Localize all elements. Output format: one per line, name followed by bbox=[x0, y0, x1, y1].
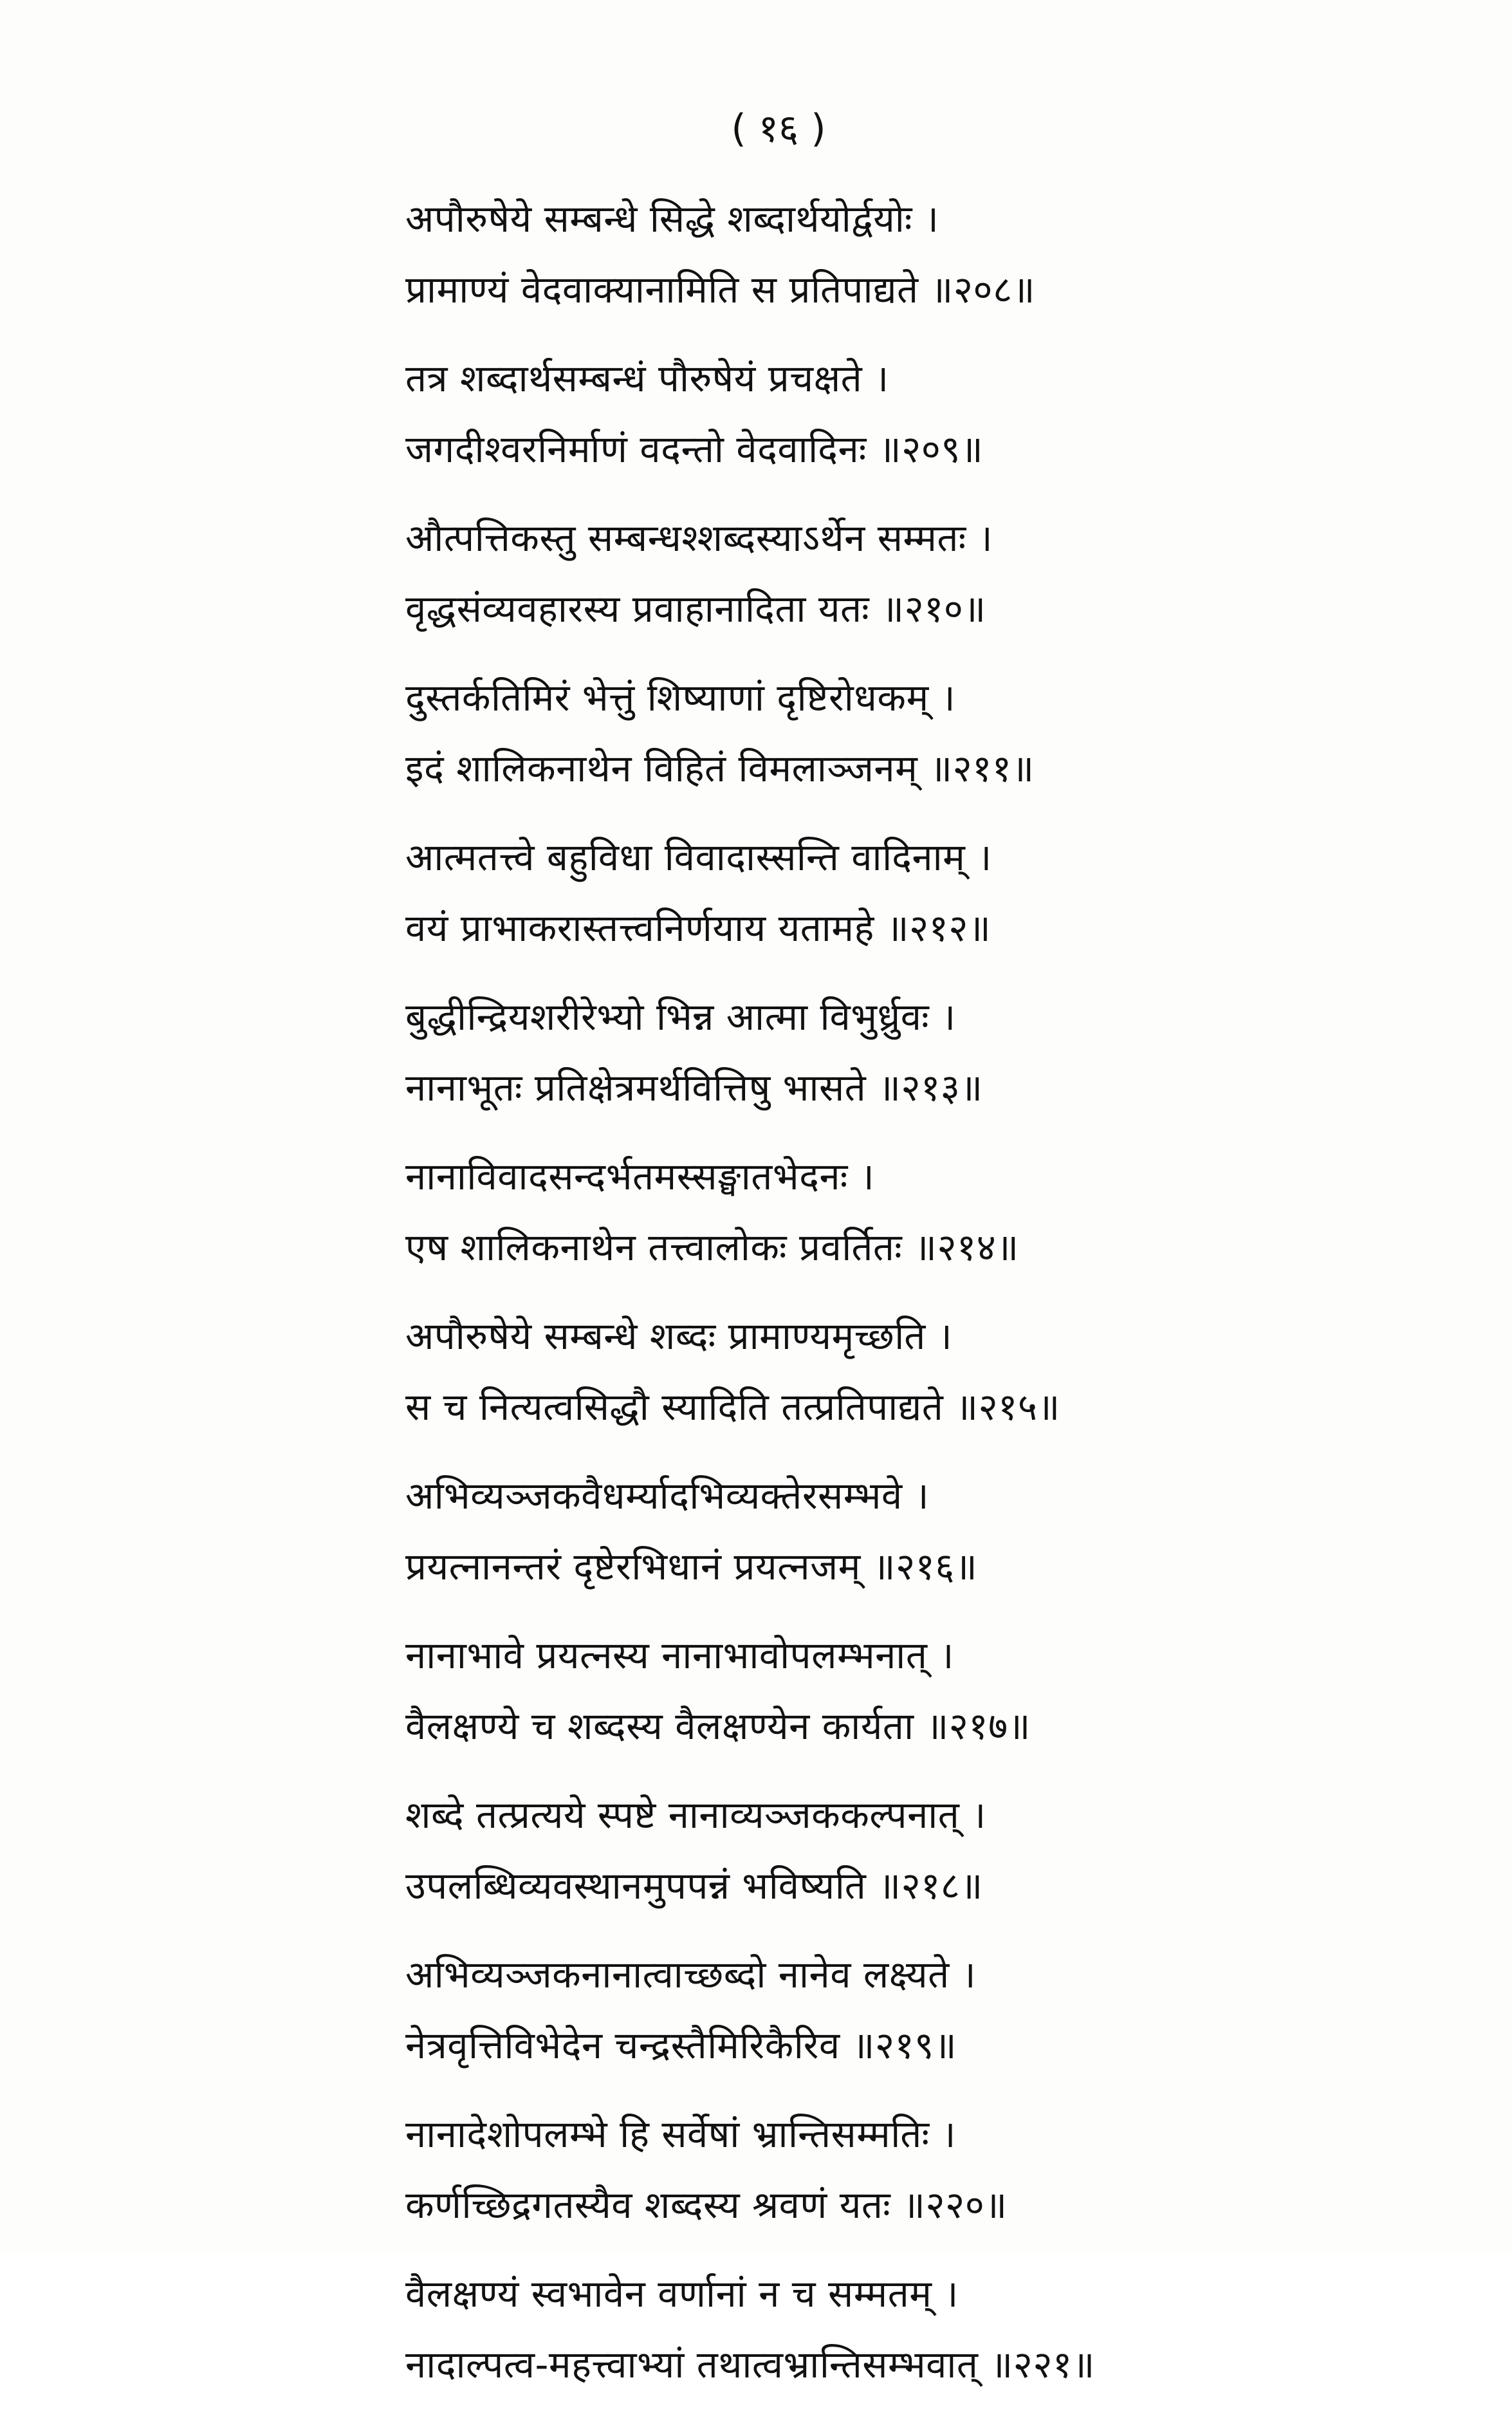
verse-line: आत्मतत्त्वे बहुविधा विवादास्सन्ति वादिनाम् । bbox=[405, 835, 992, 879]
verse-line: वैलक्षण्ये च शब्दस्य वैलक्षण्येन कार्यता ॥२१७॥ bbox=[405, 1704, 1031, 1748]
verse-line: नेत्रवृत्तिविभेदेन चन्द्रस्तैमिरिकैरिव ॥२१९॥ bbox=[405, 2023, 957, 2067]
verse-215 bbox=[405, 1301, 1306, 1442]
verse-line: दुस्तर्कतिमिरं भेत्तुं शिष्याणां दृष्टिरोधकम् । bbox=[405, 676, 956, 720]
verse-line: नानाभूतः प्रतिक्षेत्रमर्थवित्तिषु भासते ॥२१३॥ bbox=[405, 1066, 983, 1110]
verse-line: एष शालिकनाथेन तत्त्वालोकः प्रवर्तितः ॥२१४॥ bbox=[405, 1225, 1019, 1269]
verse-line: नानाविवादसन्दर्भतमस्सङ्घातभेदनः । bbox=[405, 1155, 875, 1198]
verse-212 bbox=[405, 822, 1306, 963]
verse-list bbox=[405, 183, 1306, 2418]
verse-216 bbox=[405, 1460, 1306, 1602]
verse-line: नानाभावे प्रयत्नस्य नानाभावोपलम्भनात् । bbox=[405, 1633, 954, 1677]
verse-line: अपौरुषेये सम्बन्धे सिद्धे शब्दार्थयोर्द्वयोः । bbox=[405, 197, 939, 241]
verse-211 bbox=[405, 662, 1306, 804]
verse-line: अभिव्यञ्जकवैधर्म्यादभिव्यक्तेरसम्भवे । bbox=[405, 1474, 930, 1518]
verse-line: वैलक्षण्यं स्वभावेन वर्णानां न च सम्मतम् । bbox=[405, 2272, 959, 2316]
verse-line: शब्दे तत्प्रत्यये स्पष्टे नानाव्यञ्जककल्पनात् । bbox=[405, 1793, 986, 1837]
verse-line: इदं शालिकनाथेन विहितं विमलाञ्जनम् ॥२११॥ bbox=[405, 747, 1035, 790]
verse-220 bbox=[405, 2099, 1306, 2240]
verse-210 bbox=[405, 503, 1306, 644]
verse-209 bbox=[405, 343, 1306, 485]
page-number: ( १६ ) bbox=[731, 106, 826, 151]
verse-line: अपौरुषेये सम्बन्धे शब्दः प्रामाण्यमृच्छति । bbox=[405, 1314, 953, 1358]
verse-line: अभिव्यञ्जकनानात्वाच्छब्दो नानेव लक्ष्यते । bbox=[405, 1953, 977, 1996]
verse-217 bbox=[405, 1620, 1306, 1762]
verse-line: जगदीश्वरनिर्माणं वदन्तो वेदवादिनः ॥२०९॥ bbox=[405, 427, 984, 471]
verse-line: प्रयत्नानन्तरं दृष्टेरभिधानं प्रयत्नजम् ॥२१६॥ bbox=[405, 1545, 978, 1588]
verse-line: नादाल्पत्व-महत्त्वाभ्यां तथात्वभ्रान्तिसम्भवात् ॥२२१॥ bbox=[405, 2343, 1095, 2386]
verse-line: कर्णच्छिद्रगतस्यैव शब्दस्य श्रवणं यतः ॥२२०॥ bbox=[405, 2183, 1008, 2227]
verse-line: वयं प्राभाकरास्तत्त्वनिर्णयाय यतामहे ॥२१२॥ bbox=[405, 906, 991, 950]
verse-218 bbox=[405, 1780, 1306, 1921]
verse-line: औत्पत्तिकस्तु सम्बन्धश्शब्दस्याऽर्थेन सम्मतः । bbox=[405, 516, 993, 560]
verse-219 bbox=[405, 1939, 1306, 2081]
verse-line: स च नित्यत्वसिद्धौ स्यादिति तत्प्रतिपाद्यते ॥२१५॥ bbox=[405, 1385, 1060, 1429]
verse-221 bbox=[405, 2258, 1306, 2400]
verse-line: प्रामाण्यं वेदवाक्यानामिति स प्रतिपाद्यते ॥२०८॥ bbox=[405, 268, 1035, 312]
verse-line: उपलब्धिव्यवस्थानमुपपन्नं भविष्यति ॥२१८॥ bbox=[405, 1864, 983, 1908]
verse-208 bbox=[405, 183, 1306, 325]
verse-line: नानादेशोपलम्भे हि सर्वेषां भ्रान्तिसम्मतिः । bbox=[405, 2112, 956, 2156]
verse-214 bbox=[405, 1141, 1306, 1283]
verse-line: बुद्धीन्द्रियशरीरेभ्यो भिन्न आत्मा विभुर्ध्रुवः । bbox=[405, 995, 956, 1039]
verse-line: वृद्धसंव्यवहारस्य प्रवाहानादिता यतः ॥२१०॥ bbox=[405, 587, 986, 631]
verse-213 bbox=[405, 981, 1306, 1123]
verse-line: तत्र शब्दार्थसम्बन्धं पौरुषेयं प्रचक्षते । bbox=[405, 357, 889, 400]
